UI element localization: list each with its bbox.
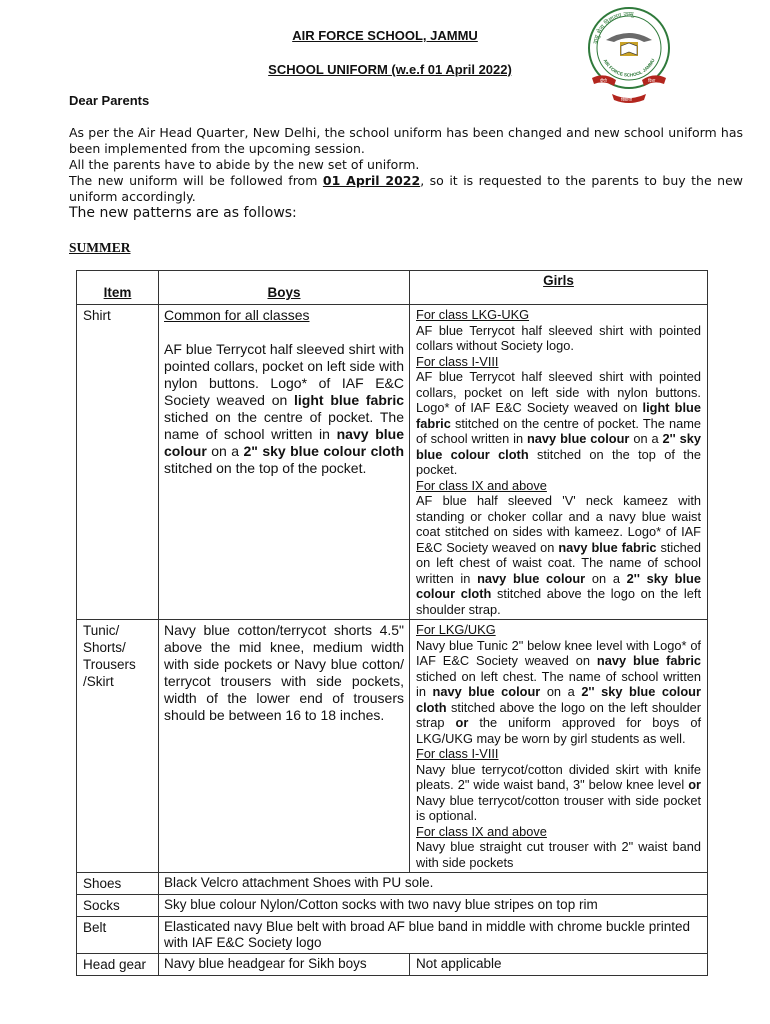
boys-shirt-heading: Common for all classes	[164, 307, 310, 323]
effective-date: 01 April 2022	[322, 173, 421, 188]
socks-text: Sky blue colour Nylon/Cotton socks with two navy blue stripes on top rim	[159, 895, 708, 917]
girls-shirt-class-lkg: For class LKG-UKG	[416, 307, 530, 322]
girls-tunic-9-up-text: Navy blue straight cut trouser with 2" waist band with side pockets	[416, 839, 701, 870]
item-socks: Socks	[77, 895, 159, 917]
crest-bottom-scroll: विद्यार्थी	[621, 97, 632, 102]
header-girls: Girls	[410, 271, 708, 305]
shoes-text: Black Velcro attachment Shoes with PU sole.	[159, 873, 708, 895]
girls-shirt-class-9-up: For class IX and above	[416, 477, 547, 493]
uniform-title-heading: SCHOOL UNIFORM (w.e.f 01 April 2022)	[268, 62, 512, 77]
salutation: Dear Parents	[69, 93, 150, 108]
table-header-row	[77, 271, 708, 305]
item-head-gear: Head gear	[77, 954, 159, 976]
patterns-line: The new patterns are as follows:	[69, 205, 297, 221]
intro-paragraph-3: The new uniform will be followed from 01 April 2022, so it is requested to the parents to buy the new uniform accordingly.	[69, 173, 743, 204]
table-row-socks	[77, 895, 708, 917]
table-row-tunic	[77, 620, 708, 873]
girls-shirt-class-1-8: For class I-VIII	[416, 353, 499, 369]
girls-tunic-class-lkg: For LKG/UKG	[416, 622, 496, 637]
crest-top-text: वायु सेना विद्यालय जम्मू	[592, 10, 634, 45]
girls-shirt-9-up-text: AF blue half sleeved 'V' neck kameez with standing or choker collar and a navy blue waist coat stitched on sides with kameez. Logo* of IAF E&C Society weaved on navy blue fabric stiched on left chest of waist coat. The name of school written in navy blue colour on a 2'' sky blue colour cloth stitched above the logo on the left shoulder strap.	[416, 493, 702, 617]
item-shirt: Shirt	[77, 305, 159, 620]
crest-right-scroll: दिशा	[648, 78, 656, 83]
belt-text: Elasticated navy Blue belt with broad AF blue band in middle with chrome buckle printed with IAF E&C Society logo	[159, 917, 708, 954]
girls-shirt	[410, 305, 708, 620]
table-row-head-gear	[77, 954, 708, 976]
boys-tunic: Navy blue cotton/terrycot shorts 4.5" above the mid knee, medium width with side pockets or Navy blue cotton/ terrycot trousers with side pockets, width of the lower end of trousers should be between 16 to 18 inches.	[159, 620, 410, 873]
girls-tunic-class-9-up: For class IX and above	[416, 823, 547, 839]
header-item: Item	[77, 271, 159, 305]
girls-tunic	[410, 620, 708, 873]
girls-head-gear: Not applicable	[410, 954, 708, 976]
boys-head-gear: Navy blue headgear for Sikh boys	[159, 954, 410, 976]
crest-ring-text: AIR FORCE SCHOOL JAMMU	[602, 57, 656, 78]
uniform-table	[76, 270, 708, 976]
season-heading: SUMMER	[69, 240, 131, 255]
girls-tunic-1-8-text: Navy blue terrycot/cotton divided skirt with knife pleats. 2" wide waist band, 3" below knee level or Navy blue terrycot/cotton trouser with side pocket is optional.	[416, 761, 701, 823]
intro-text	[69, 125, 743, 205]
girls-tunic-class-1-8: For class I-VIII	[416, 746, 499, 761]
school-crest-logo	[584, 6, 674, 110]
boys-shirt-text: AF blue Terrycot half sleeved shirt with pointed collars, pocket on left side with nylon buttons. Logo* of IAF E&C Society weaved on light blue fabric stiched on the centre of pocket. The name of school written in navy blue colour on a 2" sky blue colour cloth stitched on the top of the pocket.	[164, 341, 405, 476]
girls-shirt-lkg-text: AF blue Terrycot half sleeved shirt with pointed collars without Society logo.	[416, 322, 701, 353]
school-name-heading: AIR FORCE SCHOOL, JAMMU	[292, 28, 478, 43]
item-tunic: Tunic/ Shorts/ Trousers /Skirt	[77, 620, 159, 873]
table-row-shoes	[77, 873, 708, 895]
item-shoes: Shoes	[77, 873, 159, 895]
header-boys: Boys	[159, 271, 410, 305]
girls-tunic-lkg-text: Navy blue Tunic 2" below knee level with Logo* of IAF E&C Society weaved on navy blue fabric stiched on left chest. The name of school written in navy blue colour on a 2'' sky blue colour cloth stitched above the logo on the left shoulder strap or the uniform approved for boys of LKG/UKG may be worn by girl students as well.	[416, 637, 701, 746]
table-row-belt	[77, 917, 708, 954]
crest-left-scroll: दीपो	[600, 78, 607, 83]
intro-paragraph-1: As per the Air Head Quarter, New Delhi, the school uniform has been changed and new school uniform has been implemented from the upcoming session.	[69, 125, 743, 156]
item-belt: Belt	[77, 917, 159, 954]
intro-paragraph-2: All the parents have to abide by the new set of uniform.	[69, 157, 420, 172]
table-row-shirt	[77, 305, 708, 620]
girls-shirt-1-8-text: AF blue Terrycot half sleeved shirt with pointed collars, pocket on left side with nylon buttons. Logo* of IAF E&C Society weaved on light blue fabric stitched on the centre of pocket. The name of school written in navy blue colour on a 2'' sky blue colour cloth stitched on the top of the pocket.	[416, 369, 701, 477]
boys-shirt	[159, 305, 410, 620]
